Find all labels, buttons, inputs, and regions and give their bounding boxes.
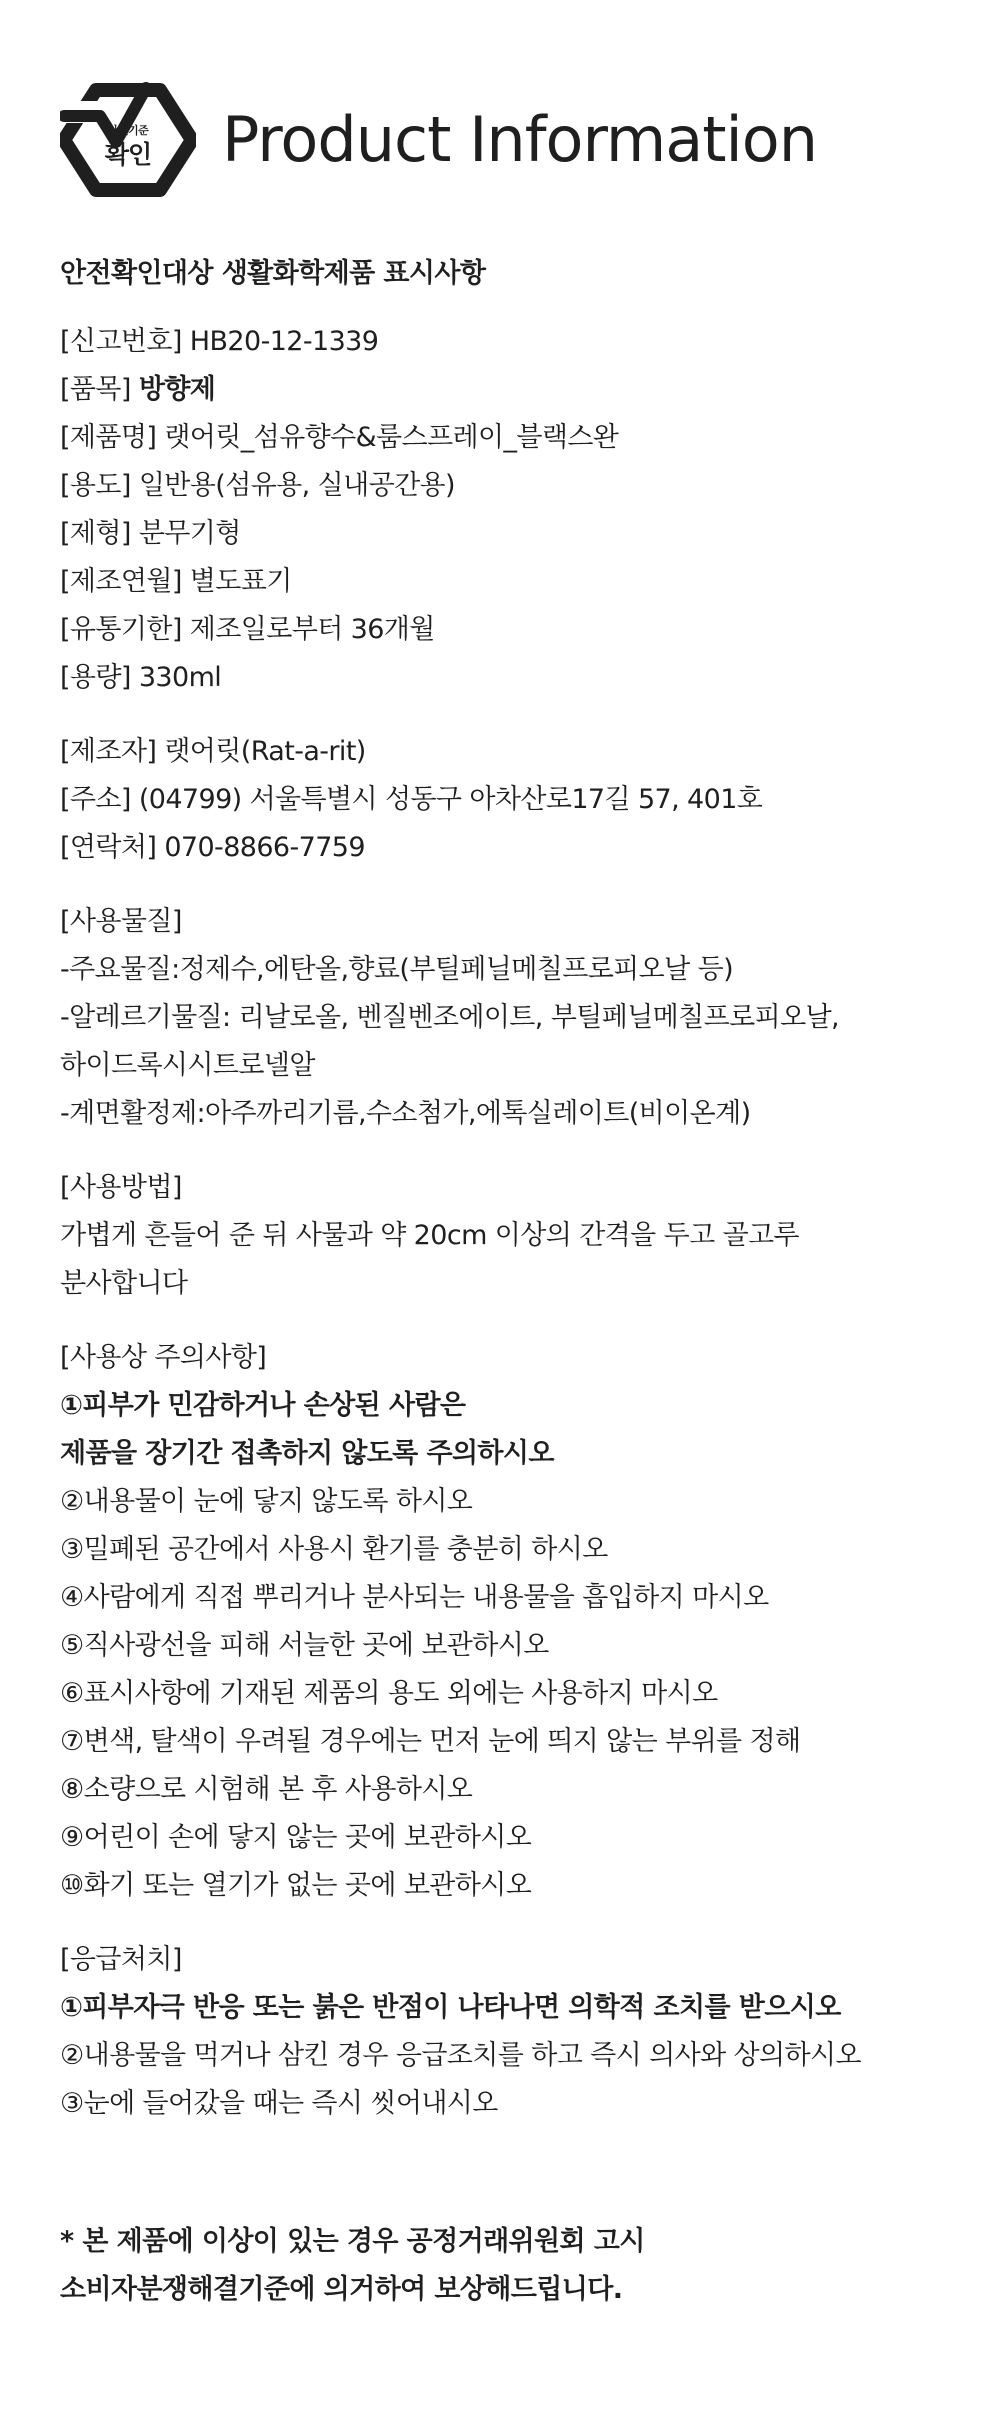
product-info-section: [60, 318, 960, 702]
first-aid-section: [60, 1936, 960, 2128]
first-aid-item: ①피부자극 반응 또는 붉은 반점이 나타나면 의학적 조치를 받으시오: [60, 1992, 841, 2023]
maker-info-section: [60, 728, 960, 872]
usage-line: 가볍게 흔들어 준 뒤 사물과 약 20cm 이상의 간격을 두고 골고루: [60, 1220, 800, 1251]
field-value: 분무기형: [138, 518, 241, 549]
logo-main-text: 확인: [104, 140, 152, 169]
cautions-section: [60, 1334, 960, 1910]
first-aid-item: ③눈에 들어갔을 때는 즉시 씻어내시오: [60, 2088, 498, 2119]
maker-info-row: [60, 824, 960, 872]
field-value: 일반용(섬유용, 실내공간용): [138, 470, 455, 501]
field-label: [유통기한]: [60, 614, 182, 645]
maker-info-row: [60, 776, 960, 824]
maker-info-row: [60, 728, 960, 776]
product-info-row: [60, 606, 960, 654]
compensation-notice: [60, 2218, 960, 2314]
field-value: (04799) 서울특별시 성동구 아차산로17길 57, 401호: [138, 784, 763, 815]
field-label: [제조연월]: [60, 566, 182, 597]
caution-item: ⑧소량으로 시험해 본 후 사용하시오: [60, 1774, 473, 1805]
materials-title: [사용물질]: [60, 906, 182, 937]
field-label: [신고번호]: [60, 326, 182, 357]
header: [60, 82, 817, 198]
field-value: 별도표기: [189, 566, 292, 597]
field-value: 제조일로부터 36개월: [189, 614, 435, 645]
caution-item: ②내용물이 눈에 닿지 않도록 하시오: [60, 1486, 473, 1517]
field-label: [제품명]: [60, 422, 157, 453]
field-label: [용량]: [60, 662, 131, 693]
usage-title: [사용방법]: [60, 1172, 182, 1203]
materials-line: -주요물질:정제수,에탄올,향료(부틸페닐메칠프로피오날 등): [60, 954, 734, 985]
caution-item: ⑨어린이 손에 닿지 않는 곳에 보관하시오: [60, 1822, 532, 1853]
caution-item: 제품을 장기간 접촉하지 않도록 주의하시오: [60, 1438, 554, 1469]
field-value: HB20-12-1339: [189, 326, 379, 357]
section-heading: 안전확인대상 생활화학제품 표시사항: [60, 258, 486, 289]
product-info-row: [60, 558, 960, 606]
field-value: 랫어릿_섬유향수&룸스프레이_블랙스완: [164, 422, 619, 453]
label-content: [60, 254, 960, 2314]
product-info-row: [60, 318, 960, 366]
field-value: 070-8866-7759: [164, 832, 365, 863]
field-label: [연락처]: [60, 832, 157, 863]
materials-section: [60, 898, 960, 1138]
field-label: [제조자]: [60, 736, 157, 767]
notice-line: 소비자분쟁해결기준에 의거하여 보상해드립니다.: [60, 2274, 623, 2305]
field-value: 330ml: [138, 662, 222, 693]
first-aid-item: ②내용물을 먹거나 삼킨 경우 응급조치를 하고 즉시 의사와 상의하시오: [60, 2040, 861, 2071]
page-title: Product Information: [222, 103, 818, 176]
usage-section: [60, 1164, 960, 1308]
materials-line: -알레르기물질: 리날로올, 벤질벤조에이트, 부틸페닐메칠프로피오날,: [60, 1002, 840, 1033]
safety-certification-logo: [60, 82, 196, 198]
logo-top-text: 안전기준: [107, 124, 149, 137]
usage-line: 분사합니다: [60, 1268, 188, 1299]
caution-item: ⑦변색, 탈색이 우려될 경우에는 먼저 눈에 띄지 않는 부위를 정해: [60, 1726, 801, 1757]
field-label: [제형]: [60, 518, 131, 549]
product-info-row: [60, 414, 960, 462]
product-info-row: [60, 654, 960, 702]
field-value: 랫어릿(Rat-a-rit): [164, 736, 366, 767]
caution-item: ①피부가 민감하거나 손상된 사람은: [60, 1390, 466, 1421]
caution-item: ⑩화기 또는 열기가 없는 곳에 보관하시오: [60, 1870, 532, 1901]
caution-item: ⑥표시사항에 기재된 제품의 용도 외에는 사용하지 마시오: [60, 1678, 718, 1709]
field-label: [주소]: [60, 784, 131, 815]
materials-line: 하이드록시시트로넬알: [60, 1050, 315, 1081]
cautions-title: [사용상 주의사항]: [60, 1342, 267, 1373]
product-info-row: [60, 510, 960, 558]
field-label: [품목]: [60, 374, 131, 405]
caution-item: ③밀폐된 공간에서 사용시 환기를 충분히 하시오: [60, 1534, 608, 1565]
product-info-row: [60, 462, 960, 510]
product-info-row: [60, 366, 960, 414]
caution-item: ⑤직사광선을 피해 서늘한 곳에 보관하시오: [60, 1630, 549, 1661]
caution-item: ④사람에게 직접 뿌리거나 분사되는 내용물을 흡입하지 마시오: [60, 1582, 769, 1613]
field-value: 방향제: [138, 374, 216, 405]
materials-line: -계면활정제:아주까리기름,수소첨가,에톡실레이트(비이온계): [60, 1098, 751, 1129]
field-label: [용도]: [60, 470, 131, 501]
notice-line: * 본 제품에 이상이 있는 경우 공정거래위원회 고시: [60, 2226, 645, 2257]
first-aid-title: [응급처치]: [60, 1944, 182, 1975]
